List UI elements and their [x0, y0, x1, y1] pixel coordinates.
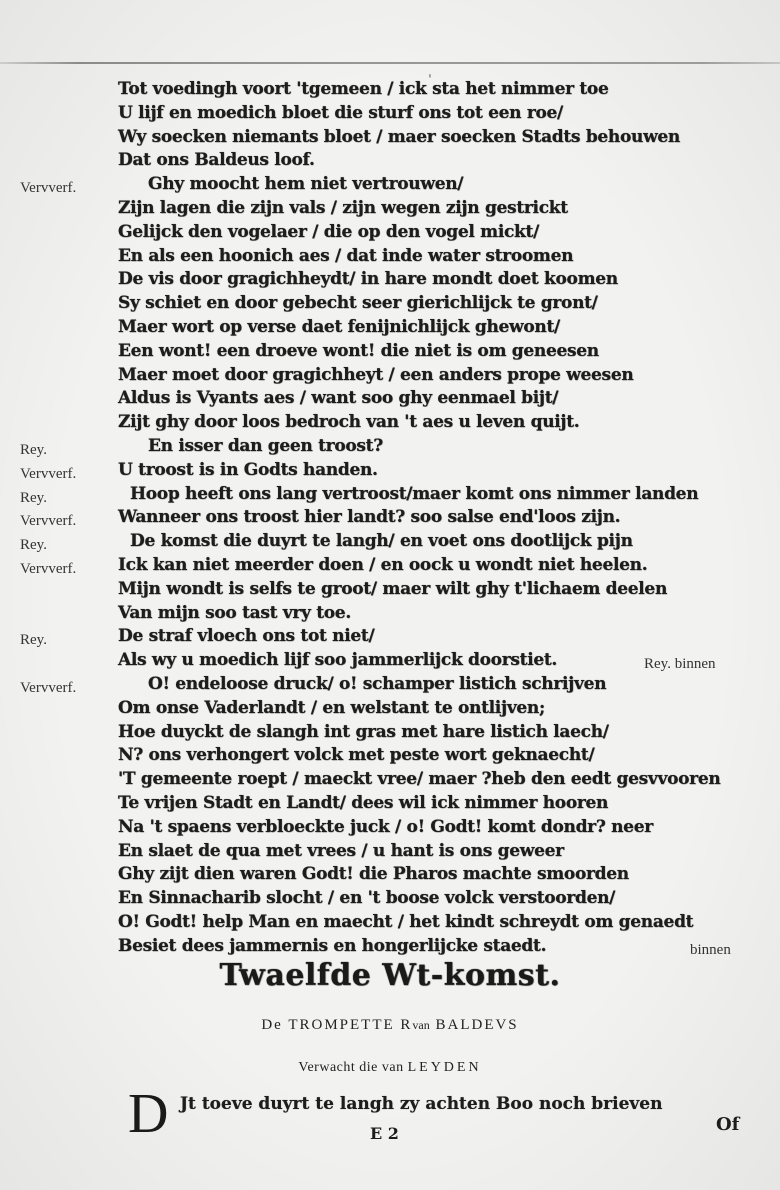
verse-text: U lijf en moedich bloet die sturf ons tot een roe/	[118, 102, 563, 123]
verse-line	[0, 792, 780, 816]
verse-line	[0, 245, 780, 269]
verse-line	[0, 625, 780, 649]
character-van: van	[412, 1018, 430, 1032]
verse-text: Maer wort op verse daet fenijnichlijck ghewont/	[118, 316, 560, 337]
verse-line	[0, 173, 780, 197]
verse-line	[0, 149, 780, 173]
speaker-label: Rey.	[20, 441, 47, 458]
verse-text: Mijn wondt is selfs te groot/ maer wilt ghy t'lichaem deelen	[118, 578, 668, 599]
verse-line	[0, 673, 780, 697]
verse-line	[0, 102, 780, 126]
verse-text: En Sinnacharib slocht / en 't boose volck verstoorden/	[118, 888, 616, 909]
character-line-prefix: De	[261, 1017, 289, 1033]
verse-line	[0, 197, 780, 221]
verse-line	[0, 506, 780, 530]
verse-text: N? ons verhongert volck met peste wort geknaecht/	[118, 745, 595, 766]
verse-line	[0, 744, 780, 768]
stage-direction	[0, 1060, 780, 1076]
verse-line	[0, 578, 780, 602]
verse-text: En als een hoonich aes / dat inde water stroomen	[118, 245, 574, 266]
character-name: TROMPETTE R	[288, 1017, 413, 1033]
verse-line	[0, 78, 780, 102]
speaker-label: Vervverf.	[20, 465, 77, 482]
verse-text: En isser dan geen troost?	[148, 435, 383, 456]
verse-text: Zijn lagen die zijn vals / zijn wegen zijn gestrickt	[118, 197, 568, 218]
speaker-label: Rey.	[20, 537, 47, 554]
tick-mark: ˌ	[428, 64, 432, 80]
verse-text: Aldus is Vyants aes / want soo ghy eenmael bijt/	[118, 388, 559, 409]
verse-text: Een wont! een droeve wont! die niet is om geneesen	[118, 340, 599, 361]
verse-line	[0, 554, 780, 578]
verse-text: Dat ons Baldeus loof.	[118, 150, 315, 171]
verse-line	[0, 435, 780, 459]
verse-line	[0, 387, 780, 411]
verse-line	[0, 697, 780, 721]
drop-cap: D	[128, 1083, 169, 1145]
verse-line	[0, 602, 780, 626]
verse-line	[0, 221, 780, 245]
verse-block	[0, 78, 780, 958]
marginal-direction: binnen	[690, 941, 731, 958]
speaker-label: Vervverf.	[20, 513, 77, 530]
verse-text: Van mijn soo tast vry toe.	[118, 602, 351, 623]
stage-direction-name: LEYDEN	[407, 1060, 482, 1075]
marginal-direction: Rey. binnen	[644, 656, 716, 673]
character-line-suffix: BALDEVS	[429, 1017, 519, 1033]
verse-line	[0, 268, 780, 292]
verse-line	[0, 316, 780, 340]
stage-direction-prefix: Verwacht die van	[298, 1060, 408, 1075]
speaker-label: Rey.	[20, 489, 47, 506]
section-heading: Twaelfde Wt-komst.	[219, 958, 561, 993]
verse-text: Wanneer ons troost hier landt? soo salse end'loos zijn.	[118, 507, 621, 528]
verse-line	[0, 364, 780, 388]
opening-line: Jt toeve duyrt te langh zy achten Boo noch brieven	[180, 1094, 663, 1114]
speaker-label: Vervverf.	[20, 180, 77, 197]
verse-line	[0, 840, 780, 864]
verse-line	[0, 721, 780, 745]
verse-text: De vis door gragichheydt/ in hare mondt doet koomen	[118, 269, 618, 290]
speaker-label: Vervverf.	[20, 679, 77, 696]
catchword: Of	[716, 1114, 740, 1135]
verse-text: Te vrijen Stadt en Landt/ dees wil ick nimmer hooren	[118, 792, 609, 813]
verse-text: Maer moet door gragichheyt / een anders prope weesen	[118, 364, 634, 385]
signature-mark: E 2	[370, 1124, 399, 1143]
speaker-label: Rey.	[20, 632, 47, 649]
verse-line	[0, 887, 780, 911]
verse-line	[0, 649, 780, 673]
verse-text: Na 't spaens verbloeckte juck / o! Godt! komt dondr? neer	[118, 816, 653, 837]
verse-text: Hoop heeft ons lang vertroost/maer komt ons nimmer landen	[130, 483, 699, 504]
verse-text: De komst die duyrt te langh/ en voet ons dootlijck pijn	[130, 531, 633, 552]
verse-text: Wy soecken niemants bloet / maer soecken Stadts behouwen	[118, 126, 680, 147]
verse-text: Ghy moocht hem niet vertrouwen/	[148, 174, 464, 195]
verse-text: Ghy zijt dien waren Godt! die Pharos machte smoorden	[118, 864, 629, 885]
verse-line	[0, 863, 780, 887]
verse-text: En slaet de qua met vrees / u hant is ons geweer	[118, 840, 564, 861]
verse-text: Om onse Vaderlandt / en welstant te ontlijven;	[118, 697, 545, 718]
verse-line	[0, 292, 780, 316]
verse-text: 'T gemeente roept / maeckt vree/ maer ?heb den eedt gesvvooren	[118, 769, 721, 790]
verse-text: Als wy u moedich lijf soo jammerlijck doorstiet.	[118, 650, 558, 671]
verse-line	[0, 459, 780, 483]
speaker-label: Vervverf.	[20, 560, 77, 577]
verse-text: Tot voedingh voort 'tgemeen / ick sta het nimmer toe	[118, 79, 609, 99]
verse-text: Besiet dees jammernis en hongerlijcke staedt.	[118, 935, 547, 956]
verse-text: Sy schiet en door gebecht seer gierichlijck te gront/	[118, 293, 598, 314]
character-line	[0, 1017, 780, 1034]
verse-text: O! endeloose druck/ o! schamper listich schrijven	[148, 673, 607, 694]
verse-line	[0, 483, 780, 507]
verse-text: O! Godt! help Man en maecht / het kindt schreydt om genaedt	[118, 911, 694, 932]
verse-text: De straf vloech ons tot niet/	[118, 626, 375, 647]
verse-line	[0, 411, 780, 435]
verse-line	[0, 911, 780, 935]
verse-line	[0, 530, 780, 554]
verse-text: U troost is in Godts handen.	[118, 459, 378, 480]
verse-text: Gelijck den vogelaer / die op den vogel mickt/	[118, 221, 539, 242]
verse-line	[0, 768, 780, 792]
verse-text: Hoe duyckt de slangh int gras met hare listich laech/	[118, 721, 609, 742]
verse-text: Zijt ghy door loos bedroch van 't aes u leven quijt.	[118, 412, 580, 433]
verse-line	[0, 340, 780, 364]
top-rule	[0, 62, 780, 64]
verse-text: Ick kan niet meerder doen / en oock u wondt niet heelen.	[118, 554, 648, 575]
verse-line	[0, 816, 780, 840]
verse-line	[0, 126, 780, 150]
verse-line	[0, 935, 780, 959]
